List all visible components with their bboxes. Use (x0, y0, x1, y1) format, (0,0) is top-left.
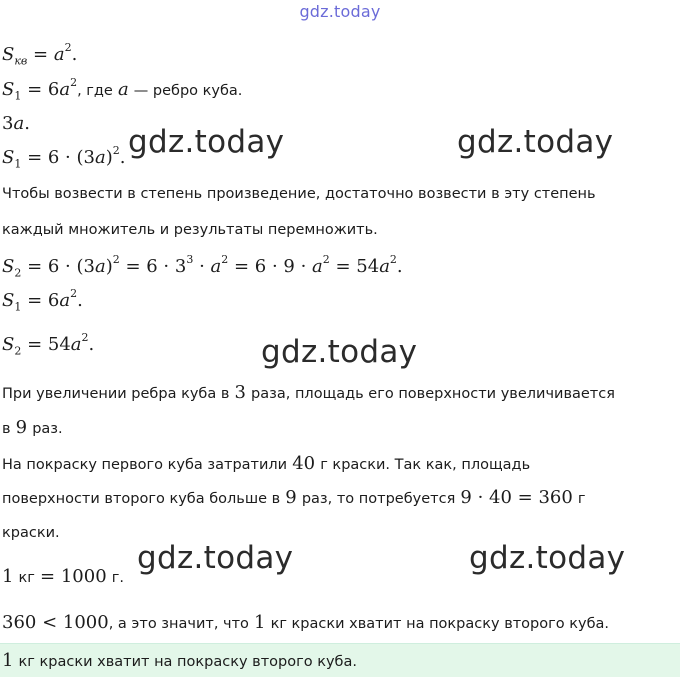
kg-conversion: 1 кг = 1000 г. (2, 566, 124, 587)
s1-text: , где (77, 83, 113, 99)
comparison-line: 360 < 1000, а это значит, что 1 кг краски хватит на покраску второго куба. (2, 612, 610, 633)
formula-3a: 3a. (2, 113, 30, 134)
conclusion-line-2: в 9 раз. (2, 417, 63, 438)
edge-text: — ребро куба. (133, 83, 243, 99)
answer-text: 1 кг краски хватит на покраску второго куба. (2, 650, 357, 671)
watermark: gdz.today (137, 540, 294, 576)
answer-box (0, 643, 680, 677)
formula-s1-3a: $S_1 = 6 \cdot (3a)^2$. (2, 144, 126, 171)
watermark: gdz.today (128, 124, 285, 160)
paint-line-1: На покраску первого куба затратили 40 г краски. Так как, площадь (2, 453, 531, 474)
explanation-line-1: Чтобы возвести в степень произведение, достаточно возвести в эту степень (2, 186, 596, 202)
watermark: gdz.today (469, 540, 626, 576)
conclusion-line-1: При увеличении ребра куба в 3 раза, площадь его поверхности увеличивается (2, 382, 615, 403)
formula-s1-definition: $S_1 = 6a^2$, где a — ребро куба. (2, 76, 243, 103)
explanation-line-2: каждый множитель и результаты перемножить. (2, 222, 378, 238)
formula-s-square: $S_{кв} = a^2$. (2, 41, 78, 68)
formula-s2-result: $S_2 = 54a^2$. (2, 331, 95, 358)
paint-line-3: краски. (2, 525, 60, 541)
paint-line-2: поверхности второго куба больше в 9 раз, то потребуется 9 · 40 = 360 г (2, 487, 586, 508)
formula-s2-expansion: $S_2 = 6 \cdot (3a)^2 = 6 \cdot 3^3 \cdot a^2 = 6 \cdot 9 \cdot a^2 = 54a^2$. (2, 253, 403, 280)
site-header[interactable]: gdz.today (299, 2, 381, 21)
watermark: gdz.today (457, 124, 614, 160)
watermark: gdz.today (261, 334, 418, 370)
formula-s1-result: $S_1 = 6a^2$. (2, 287, 83, 314)
